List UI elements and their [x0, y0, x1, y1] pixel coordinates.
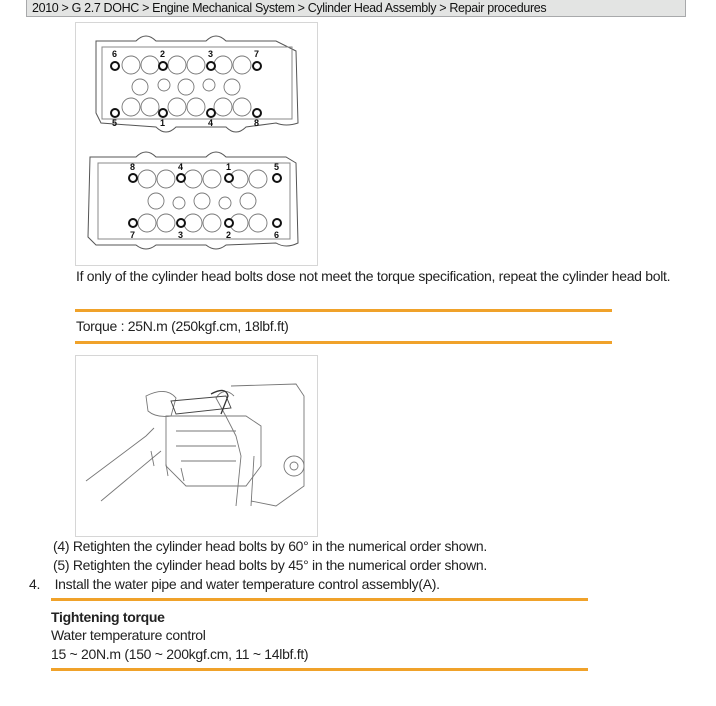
- breadcrumb: 2010 > G 2.7 DOHC > Engine Mechanical System > Cylinder Head Assembly > Repair procedures: [26, 0, 686, 17]
- step-number: (5): [53, 557, 70, 573]
- spec-rule-bottom: [75, 341, 612, 344]
- bolt-label: 5: [112, 118, 118, 128]
- bolt-label: 6: [112, 49, 118, 59]
- bolt-label: 8: [130, 162, 136, 172]
- torque-spec-title: Tightening torque: [51, 609, 165, 625]
- bolt-label: 1: [226, 162, 232, 172]
- step-4: [53, 538, 487, 554]
- step-5: [53, 557, 487, 573]
- note-text: If only of the cylinder head bolts dose not meet the torque specification, repeat the cylinder head bolt.: [76, 268, 671, 284]
- retighten-bolts-illustration: [75, 355, 318, 537]
- spec-rule-top: [51, 598, 588, 601]
- bolt-label: 1: [160, 118, 166, 128]
- torque-wrench-drawing: [76, 356, 317, 536]
- bolt-label: 6: [274, 230, 280, 240]
- bolt-label: 5: [274, 162, 280, 172]
- bolt-label: 3: [208, 49, 214, 59]
- spec-rule-bottom: [51, 668, 588, 671]
- bolt-label: 4: [178, 162, 184, 172]
- torque-spec-value: 15 ~ 20N.m (150 ~ 200kgf.cm, 11 ~ 14lbf.ft): [51, 646, 309, 662]
- step-number: (4): [53, 538, 70, 554]
- bolt-label: 3: [178, 230, 184, 240]
- torque-spec-item: Water temperature control: [51, 627, 206, 643]
- bolt-label: 8: [254, 118, 260, 128]
- bolt-label: 4: [208, 118, 214, 128]
- spec-rule-top: [75, 309, 612, 312]
- bolt-label: 2: [226, 230, 232, 240]
- step-text: Retighten the cylinder head bolts by 45° in the numerical order shown.: [72, 557, 487, 573]
- bolt-label: 7: [130, 230, 136, 240]
- bolt-label: 7: [254, 49, 260, 59]
- step-text: Install the water pipe and water temperature control assembly(A).: [54, 576, 440, 592]
- step-number: 4.: [29, 576, 41, 592]
- cylinder-head-drawing: [76, 23, 317, 265]
- main-step-4: [29, 576, 440, 592]
- bolt-label: 2: [160, 49, 166, 59]
- step-text: Retighten the cylinder head bolts by 60° in the numerical order shown.: [72, 538, 487, 554]
- torque-spec: Torque : 25N.m (250kgf.cm, 18lbf.ft): [76, 318, 289, 334]
- cylinder-head-bolt-order-diagram: [75, 22, 318, 266]
